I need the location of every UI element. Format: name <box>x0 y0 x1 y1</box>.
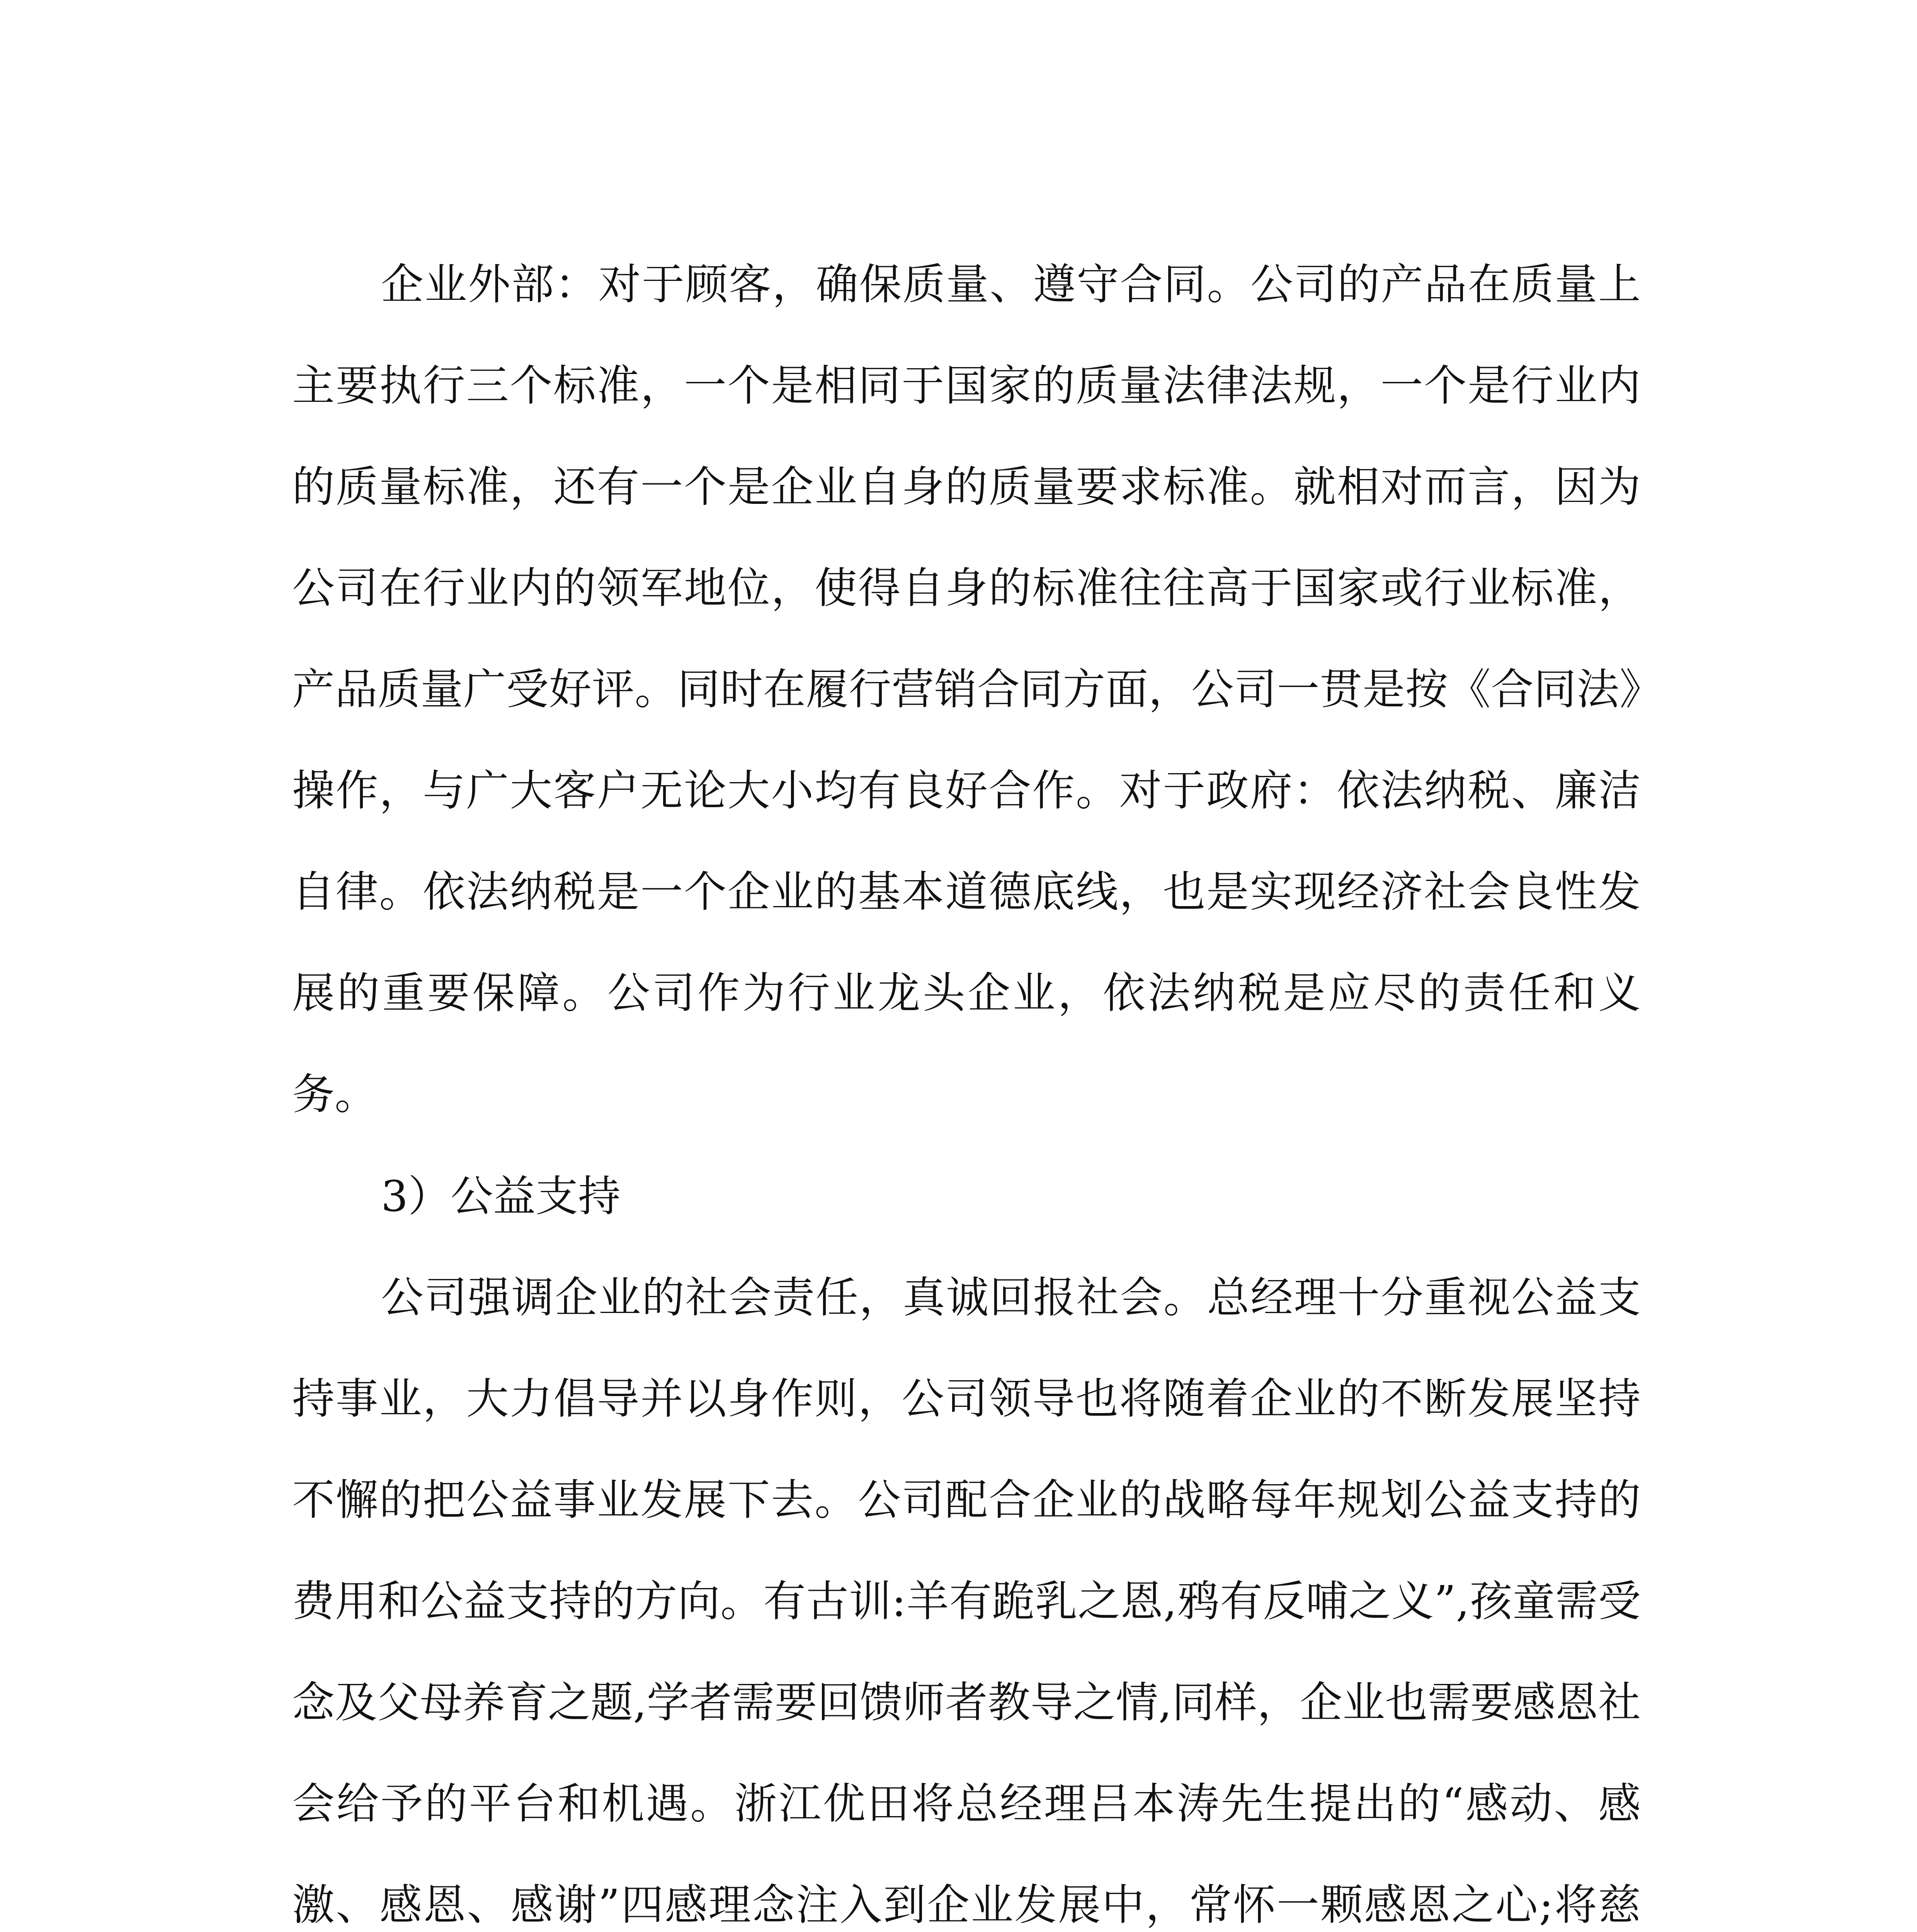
paragraph-external-responsibility: 企业外部：对于顾客，确保质量、遵守合同。公司的产品在质量上主要执行三个标准，一个是相同于国家的质量法律法规，一个是行业内的质量标准，还有一个是企业自身的质量要求标准。就相对而言，因为公司在行业内的领军地位，使得自身的标准往往高于国家或行业标准，产品质量广受好评。同时在履行营销合同方面，公司一贯是按《合同法》操作，与广大客户无论大小均有良好合作。对于政府：依法纳税、廉洁自律。依法纳税是一个企业的基本道德底线，也是实现经济社会良性发展的重要保障。公司作为行业龙头企业，依法纳税是应尽的责任和义务。 <box>292 260 1641 1119</box>
section-heading-public-welfare: 3）公益支持 <box>381 1172 621 1221</box>
paragraph-public-welfare: 公司强调企业的社会责任，真诚回报社会。总经理十分重视公益支持事业，大力倡导并以身作则，公司领导也将随着企业的不断发展坚持不懈的把公益事业发展下去。公司配合企业的战略每年规划公益支持的费用和公益支持的方向。有古训:羊有跪乳之恩,鸦有反哺之义”,孩童需受念及父母养育之题,学者需要回馈师者教导之情,同样，企业也需要感恩社会给予的平台和机遇。浙江优田将总经理吕本涛先生提出的“感动、感激、感恩、感谢”四感理念注入到企业发展中，常怀一颗感恩之心;将慈 <box>292 1273 1641 1930</box>
